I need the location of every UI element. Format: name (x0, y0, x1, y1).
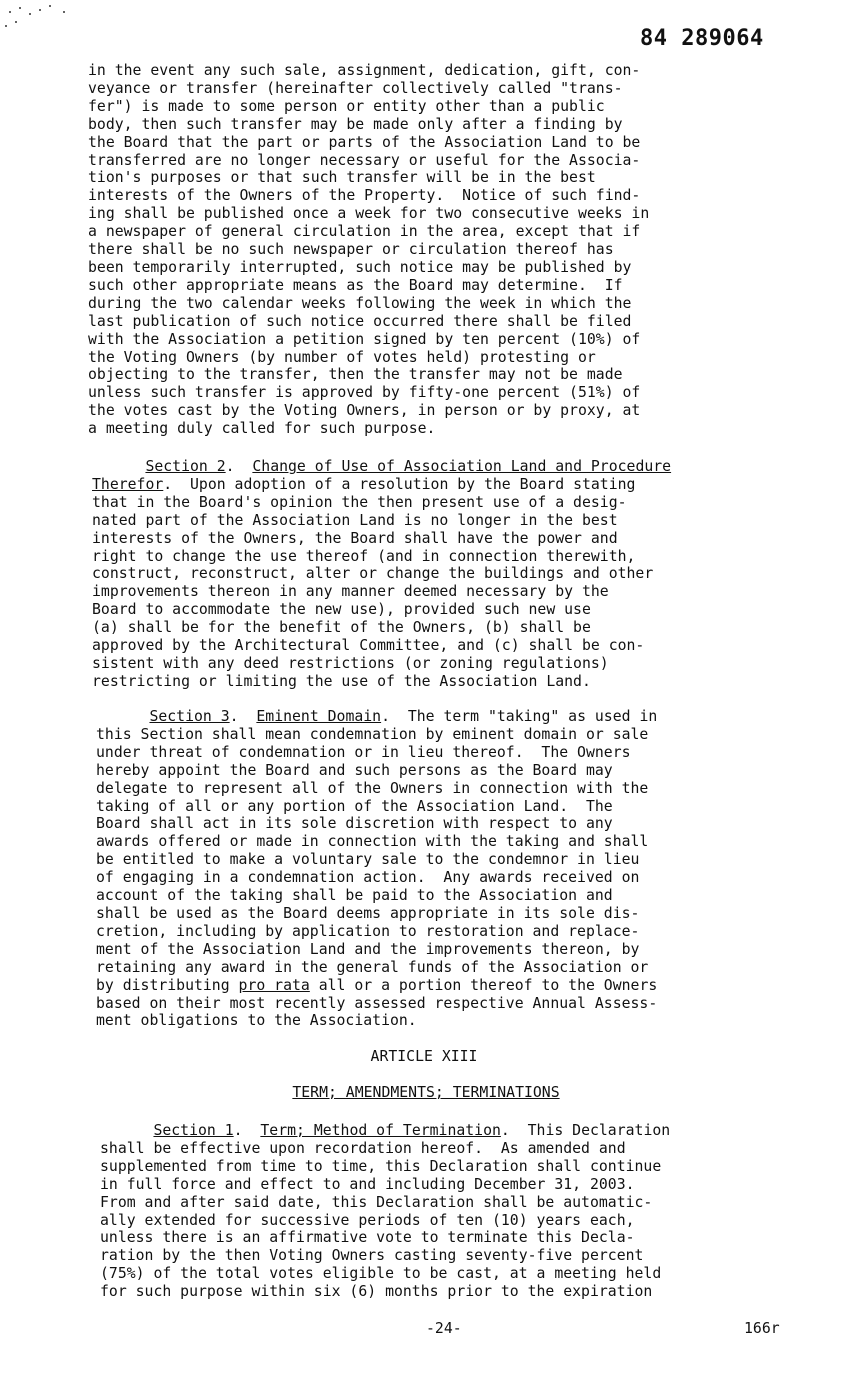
paragraph-transfer (88, 62, 788, 438)
section-2-label: Section 2 (145, 458, 226, 475)
pro-rata: pro rata (238, 976, 310, 994)
article-number: ARTICLE XIII (370, 1048, 478, 1065)
article-section-1-label: Section 1 (153, 1122, 234, 1139)
section-2-text: Section 2. Change of Use of Association Land and Procedure Therefor. Upon adoption of a resolution by the Board stating that in the Board's opinion the then present use of a desig- nated part of the Association Land is no longer in the best interests of the Owners, the Board shall have the power and right to change the use thereof (and in connection therewith, construct, reconstruct, alter or change the buildings and other improvements thereon in any manner deemed necessary by the Board to accommodate the new use), provided such new use (a) shall be for the benefit of the Owners, (b) shall be approved by the Architectural Committee, and (c) shall be con- sistent with any deed restrictions (or zoning regulations) restricting or limiting the use of the Association Land. (92, 458, 672, 690)
article-title-wrap (0, 1084, 858, 1101)
section-2-title: Change of Use of Association Land and Procedure (252, 458, 672, 475)
article-section-1-first-line: . This Declaration (500, 1122, 671, 1139)
section-2 (92, 458, 792, 691)
paragraph-transfer-text: in the event any such sale, assignment, dedication, gift, con- veyance or transfer (hereinafter collectively called "trans- fer") is made to some person or entity other than a public body, then such transfer may be made only after a finding by the Board that the part or parts of the Association Land to be transferred are no longer necessary or useful for the Associa- tion's purposes or that such transfer will be in the best interests of the Owners of the Property. Notice of such find- ing shall be published once a week for two consecutive weeks in a newspaper of general circulation in the area, except that if there shall be no such newspaper or circulation thereof has been temporarily interrupted, such notice may be published by such other appropriate means as the Board may determine. If during the two calendar weeks following the week in which the last publication of such notice occurred there shall be filed with the Association a petition signed by ten percent (10%) of the Voting Owners (by number of votes held) protesting or objecting to the transfer, then the transfer may not be made unless such transfer is approved by fifty-one percent (51%) of the votes cast by the Voting Owners, in person or by proxy, at a meeting duly called for such purpose. (88, 62, 650, 438)
section-3-first-line: . The term "taking" as used in (381, 708, 658, 725)
section-3-body-b: all or a portion thereof to the Owners based on their most recently assessed respective Annual Assess- ment obligations to the Association. (96, 976, 658, 1030)
section-3-title: Eminent Domain (256, 708, 382, 725)
scan-specks (0, 0, 90, 30)
article-section-1-body: shall be effective upon recordation hereof. As amended and supplemented from time to time, this Declaration shall continue in full force and effect to and including December 31, 2003. From and after said date, this Declaration shall be automatic- ally extended for successive periods of ten (10) years each, unless there is an affirmative vote to terminate this Decla- ration by the then Voting Owners casting seventy-five percent (75%) of the total votes eligible to be cast, at a meeting held for such purpose within six (6) months prior to the expiration (100, 1139, 662, 1301)
section-3-body-a: this Section shall mean condemnation by eminent domain or sale under threat of condemnation or in lieu thereof. The Owners hereby appoint the Board and such persons as the Board may delegate to represent all of the Owners in connection with the taking of all or any portion of the Association Land. The Board shall act in its sole discretion with respect to any awards offered or made in connection with the taking and shall be entitled to make a voluntary sale to the condemnor in lieu of engaging in a condemnation action. Any awards received on account of the taking shall be paid to the Association and shall be used as the Board deems appropriate in its sole dis- cretion, including by application to restoration and replace- ment of the Association Land and the improvements thereon, by retaining any award in the general funds of the Association or by distributing (96, 725, 649, 994)
section-2-title-cont: Therefor (92, 475, 164, 493)
page-number: -24- (426, 1320, 462, 1337)
page-code: 166r (744, 1320, 780, 1337)
article-title: TERM; AMENDMENTS; TERMINATIONS (292, 1084, 560, 1101)
document-number: 84 289064 (640, 26, 764, 51)
article-section-1 (100, 1122, 800, 1301)
article-section-1-title: Term; Method of Termination (260, 1122, 501, 1139)
section-2-first-line: . Upon adoption of a resolution by the Board stating (163, 475, 636, 493)
section-3-text: Section 3. Eminent Domain. The term "taking" as used in this Section shall mean condemnation by eminent domain or sale under threat of condemnation or in lieu thereof. The Owners hereby appoint the Board and such persons as the Board may delegate to represent all of the Owners in connection with the taking of all or any portion of the Association Land. The Board shall act in its sole discretion with respect to any awards offered or made in connection with the taking and shall be entitled to make a voluntary sale to the condemnor in lieu of engaging in a condemnation action. Any awards received on account of the taking shall be paid to the Association and shall be used as the Board deems appropriate in its sole dis- cretion, including by application to restoration and replace- ment of the Association Land and the improvements thereon, by retaining any award in the general funds of the Association or by distributing pro rata all or a portion thereof to the Owners based on their most recently assessed respective Annual Assess- ment obligations to the Association. (96, 708, 658, 1030)
section-3 (96, 708, 796, 1030)
section-3-label: Section 3 (149, 708, 230, 725)
article-section-1-text: Section 1. Term; Method of Termination. This Declaration shall be effective upon recordation hereof. As amended and supplemented from time to time, this Declaration shall continue in full force and effect to and including December 31, 2003. From and after said date, this Declaration shall be automatic- ally extended for successive periods of ten (10) years each, unless there is an affirmative vote to terminate this Decla- ration by the then Voting Owners casting seventy-five percent (75%) of the total votes eligible to be cast, at a meeting held for such purpose within six (6) months prior to the expiration (100, 1122, 671, 1301)
section-2-body: that in the Board's opinion the then present use of a desig- nated part of the Association Land is no longer in the best interests of the Owners, the Board shall have the power and right to change the use thereof (and in connection therewith, construct, reconstruct, alter or change the buildings and other improvements thereon in any manner deemed necessary by the Board to accommodate the new use), provided such new use (a) shall be for the benefit of the Owners, (b) shall be approved by the Architectural Committee, and (c) shall be con- sistent with any deed restrictions (or zoning regulations) restricting or limiting the use of the Association Land. (92, 493, 654, 690)
